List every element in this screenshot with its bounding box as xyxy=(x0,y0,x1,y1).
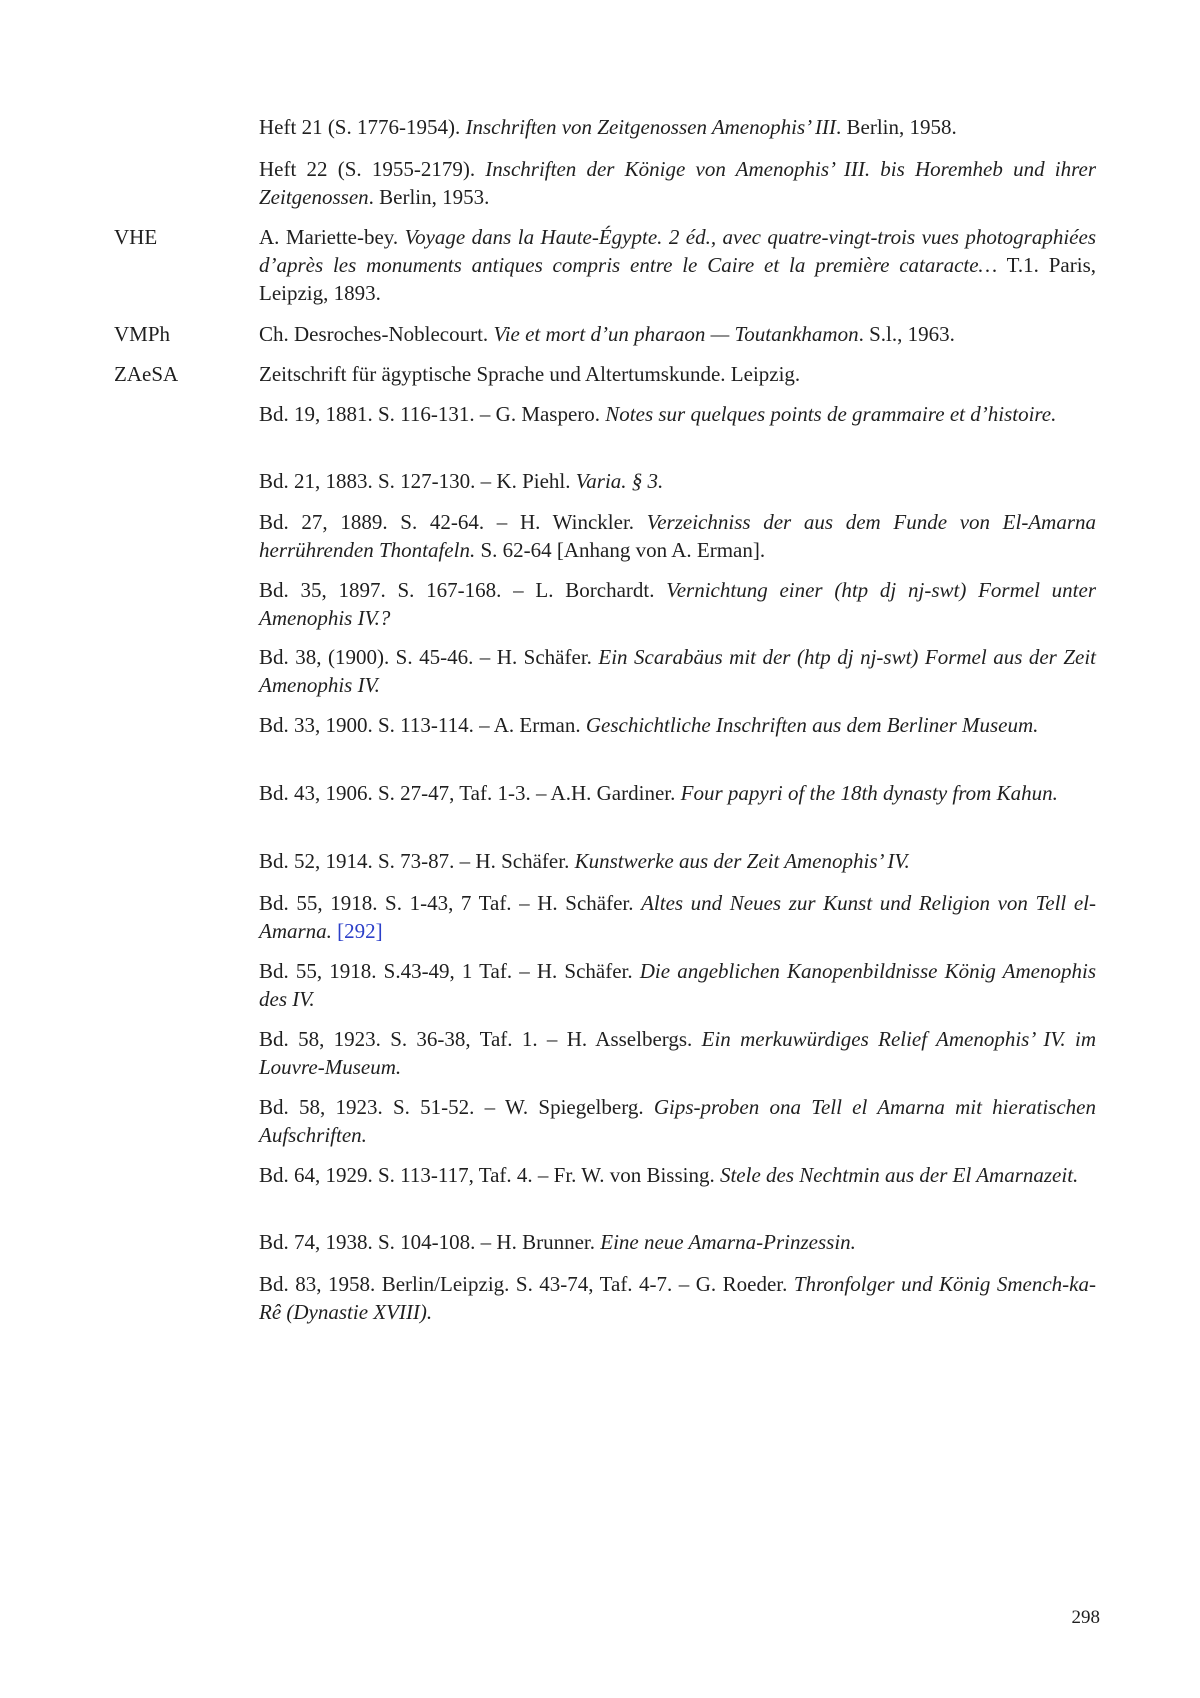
entry-title: Gips-proben ona Tell el Amarna mit hieratischen Aufschriften. xyxy=(259,1095,1096,1147)
entry-prefix: Bd. 52, 1914. S. 73-87. – H. Schäfer. xyxy=(259,849,575,873)
entry-title: Thronfolger und König Smench-ka-Rê (Dynastie XVIII). xyxy=(259,1272,1096,1324)
entry-title: Varia. § 3. xyxy=(575,469,664,493)
entry-prefix: A. Mariette-bey. xyxy=(259,225,405,249)
entry-title: Verzeichniss der aus dem Funde von El-Amarna herrührenden Thontafeln. xyxy=(259,510,1097,562)
entry-abbreviation: VMPh xyxy=(114,322,171,346)
entry-title: Eine neue Amarna-Prinzessin. xyxy=(600,1230,856,1254)
entry-text xyxy=(259,1270,1096,1326)
page-reference-link[interactable]: [292] xyxy=(337,919,383,943)
entry-prefix: Bd. 33, 1900. S. 113-114. – A. Erman. xyxy=(259,713,586,737)
entry-title: Vie et mort d’un pharaon — Toutankhamon xyxy=(493,322,859,346)
entry-text xyxy=(259,889,1096,945)
entry-title: Kunstwerke aus der Zeit Amenophis’ IV. xyxy=(574,849,910,873)
entry-prefix: Bd. 27, 1889. S. 42-64. – H. Winckler. xyxy=(259,510,647,534)
entry-prefix: Heft 22 (S. 1955-2179). xyxy=(259,157,486,181)
entry-prefix: Bd. 35, 1897. S. 167-168. – L. Borchardt. xyxy=(259,578,667,602)
entry-title: Voyage dans la Haute-Égypte. 2 éd., avec quatre-vingt-trois vues photographiées d’après les monuments antiques compris entre le Caire et la première cataracte… xyxy=(259,225,1096,277)
entry-text xyxy=(259,360,1096,388)
entry-suffix: . S.l., 1963. xyxy=(858,322,955,346)
entry-prefix: Bd. 21, 1883. S. 127-130. – K. Piehl. xyxy=(259,469,576,493)
entry-suffix: . Berlin, 1958. xyxy=(836,115,957,139)
entry-abbreviation: VHE xyxy=(114,225,158,249)
entry-text xyxy=(259,1161,1096,1189)
entry-text xyxy=(259,711,1096,739)
entry-prefix: Bd. 58, 1923. S. 51-52. – W. Spiegelberg. xyxy=(259,1095,654,1119)
entry-text xyxy=(259,1093,1096,1149)
entry-prefix: Bd. 58, 1923. S. 36-38, Taf. 1. – H. Asselbergs. xyxy=(259,1027,702,1051)
entry-text xyxy=(259,467,1096,495)
entry-abbreviation: ZAeSA xyxy=(114,362,179,386)
entry-suffix: T.1. Paris, Leipzig, 1893. xyxy=(259,253,1096,305)
entry-text xyxy=(259,847,1096,875)
entry-text xyxy=(259,576,1096,632)
entry-text xyxy=(259,400,1096,428)
entry-text xyxy=(259,320,1096,348)
entry-title: Stele des Nechtmin aus der El Amarnazeit. xyxy=(719,1163,1079,1187)
entry-title: Ein merkuwürdiges Relief Amenophis’ IV. im Louvre-Museum. xyxy=(259,1027,1096,1079)
entry-text xyxy=(259,113,1096,141)
entry-prefix: Bd. 38, (1900). S. 45-46. – H. Schäfer. xyxy=(259,645,599,669)
entry-title: Inschriften der Könige von Amenophis’ III. bis Horemheb und ihrer Zeitgenossen xyxy=(259,157,1096,209)
entry-prefix: Ch. Desroches-Noblecourt. xyxy=(259,322,494,346)
entry-title: Vernichtung einer (htp dj nj-swt) Formel unter Amenophis IV.? xyxy=(259,578,1096,630)
entry-text xyxy=(259,1228,1096,1256)
entry-prefix: Bd. 83, 1958. Berlin/Leipzig. S. 43-74, Taf. 4-7. – G. Roeder. xyxy=(259,1272,794,1296)
entry-title: Notes sur quelques points de grammaire et d’histoire. xyxy=(605,402,1057,426)
entry-text xyxy=(259,508,1096,564)
entry-prefix: Heft 21 (S. 1776-1954). xyxy=(259,115,466,139)
entry-title: Altes und Neues zur Kunst und Religion von Tell el-Amarna. xyxy=(259,891,1096,943)
entry-text xyxy=(259,957,1096,1013)
entry-title: Geschichtliche Inschriften aus dem Berliner Museum. xyxy=(585,713,1039,737)
entry-suffix: S. 62-64 [Anhang von A. Erman]. xyxy=(475,538,766,562)
entry-prefix: Zeitschrift für ägyptische Sprache und Altertumskunde. Leipzig. xyxy=(259,362,801,386)
entry-title: Die angeblichen Kanopenbildnisse König Amenophis des IV. xyxy=(259,959,1096,1011)
entry-prefix: Bd. 64, 1929. S. 113-117, Taf. 4. – Fr. W. von Bissing. xyxy=(259,1163,720,1187)
entry-text xyxy=(259,779,1096,807)
entry-text xyxy=(259,155,1096,211)
entry-text xyxy=(259,643,1096,699)
entry-title: Four papyri of the 18th dynasty from Kahun. xyxy=(680,781,1058,805)
entry-text xyxy=(259,1025,1096,1081)
entry-prefix: Bd. 19, 1881. S. 116-131. – G. Maspero. xyxy=(259,402,606,426)
entry-title: Inschriften von Zeitgenossen Amenophis’ III xyxy=(465,115,837,139)
page-number: 298 xyxy=(1071,1607,1100,1628)
entry-title: Ein Scarabäus mit der (htp dj nj-swt) Formel aus der Zeit Amenophis IV. xyxy=(259,645,1096,697)
entry-prefix: Bd. 55, 1918. S.43-49, 1 Taf. – H. Schäfer. xyxy=(259,959,640,983)
entry-prefix: Bd. 55, 1918. S. 1-43, 7 Taf. – H. Schäfer. xyxy=(259,891,642,915)
entry-prefix: Bd. 74, 1938. S. 104-108. – H. Brunner. xyxy=(259,1230,601,1254)
entry-text xyxy=(259,223,1096,307)
entry-suffix: . Berlin, 1953. xyxy=(368,185,490,209)
entry-prefix: Bd. 43, 1906. S. 27-47, Taf. 1-3. – A.H. Gardiner. xyxy=(259,781,681,805)
